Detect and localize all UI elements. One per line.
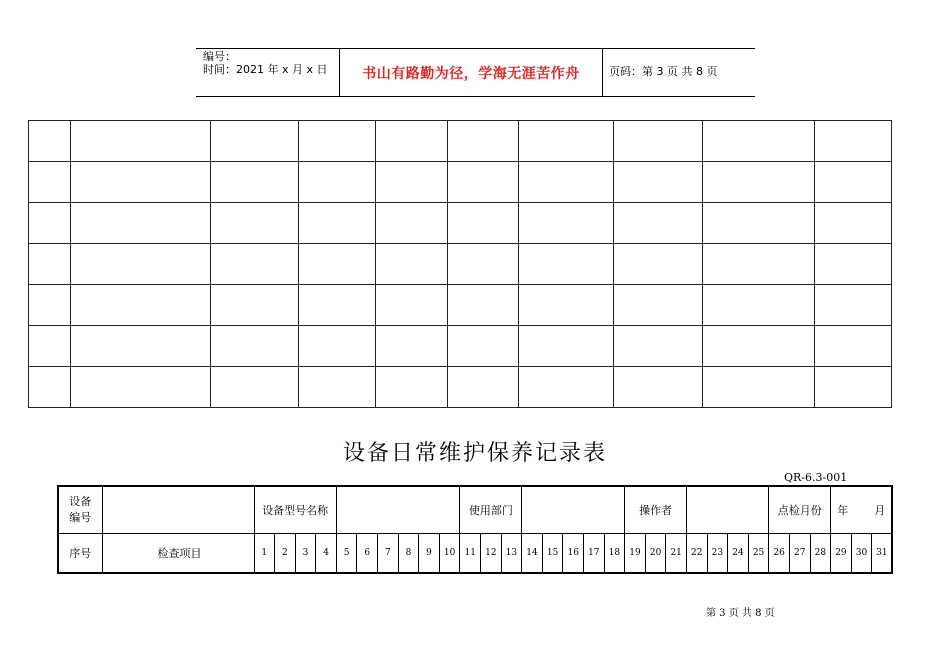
- blank-grid-cell[interactable]: [29, 285, 71, 326]
- day-cell-3: 3: [295, 534, 316, 574]
- day-cell-26: 26: [769, 534, 790, 574]
- blank-grid-cell[interactable]: [71, 121, 211, 162]
- header-time-label: 时间：2021 年 x 月 x 日: [203, 63, 328, 76]
- blank-grid-cell[interactable]: [299, 367, 376, 408]
- blank-grid-cell[interactable]: [614, 285, 703, 326]
- blank-grid-cell[interactable]: [448, 203, 519, 244]
- day-cell-6: 6: [357, 534, 378, 574]
- blank-grid-cell[interactable]: [614, 162, 703, 203]
- blank-grid-cell[interactable]: [299, 285, 376, 326]
- day-cell-2: 2: [275, 534, 296, 574]
- day-cell-20: 20: [645, 534, 666, 574]
- blank-grid-cell[interactable]: [448, 121, 519, 162]
- blank-grid-cell[interactable]: [519, 285, 614, 326]
- day-cell-17: 17: [584, 534, 605, 574]
- blank-grid-cell[interactable]: [299, 203, 376, 244]
- day-cell-24: 24: [728, 534, 749, 574]
- blank-grid-cell[interactable]: [71, 203, 211, 244]
- blank-grid-cell[interactable]: [703, 367, 815, 408]
- model-name-value[interactable]: [336, 486, 460, 534]
- day-cell-15: 15: [542, 534, 563, 574]
- check-item-label: 检查项目: [102, 534, 254, 574]
- blank-grid-cell[interactable]: [519, 367, 614, 408]
- operator-value[interactable]: [686, 486, 768, 534]
- day-cell-7: 7: [378, 534, 399, 574]
- blank-grid-cell[interactable]: [703, 121, 815, 162]
- blank-grid-cell[interactable]: [376, 367, 448, 408]
- day-cell-4: 4: [316, 534, 337, 574]
- day-cell-30: 30: [851, 534, 872, 574]
- model-name-label: 设备型号名称: [254, 486, 336, 534]
- blank-grid-cell[interactable]: [815, 285, 892, 326]
- blank-grid-cell[interactable]: [519, 121, 614, 162]
- blank-grid-cell[interactable]: [376, 285, 448, 326]
- blank-grid-cell[interactable]: [448, 162, 519, 203]
- record-header-row: [58, 486, 892, 534]
- day-cell-12: 12: [481, 534, 502, 574]
- form-number: QR-6.3-001: [784, 471, 848, 484]
- day-cell-9: 9: [419, 534, 440, 574]
- blank-grid-cell[interactable]: [614, 326, 703, 367]
- blank-grid-cell[interactable]: [703, 162, 815, 203]
- blank-grid-cell[interactable]: [376, 203, 448, 244]
- blank-grid-cell[interactable]: [29, 203, 71, 244]
- blank-grid-cell[interactable]: [448, 326, 519, 367]
- day-cell-10: 10: [439, 534, 460, 574]
- day-cell-18: 18: [604, 534, 625, 574]
- blank-grid-cell[interactable]: [299, 121, 376, 162]
- blank-grid-cell[interactable]: [703, 244, 815, 285]
- form-title: 设备日常维护保养记录表: [342, 441, 607, 466]
- blank-grid-cell[interactable]: [448, 244, 519, 285]
- blank-grid-cell[interactable]: [448, 285, 519, 326]
- blank-grid-cell[interactable]: [519, 203, 614, 244]
- day-cell-14: 14: [522, 534, 543, 574]
- blank-grid-cell[interactable]: [448, 367, 519, 408]
- blank-grid-cell[interactable]: [299, 326, 376, 367]
- blank-grid-cell[interactable]: [211, 203, 299, 244]
- blank-grid-cell[interactable]: [211, 162, 299, 203]
- blank-grid-cell[interactable]: [29, 367, 71, 408]
- page-footer: 第 3 页 共 8 页: [706, 608, 775, 619]
- blank-grid-cell[interactable]: [815, 244, 892, 285]
- inspection-month-value[interactable]: [831, 486, 893, 534]
- header-bottom-rule: [196, 96, 755, 97]
- blank-grid-cell[interactable]: [376, 162, 448, 203]
- seq-label: 序号: [58, 534, 102, 574]
- blank-grid-row: [29, 367, 892, 408]
- department-label: 使用部门: [460, 486, 522, 534]
- blank-grid-cell[interactable]: [703, 326, 815, 367]
- blank-grid-cell[interactable]: [815, 121, 892, 162]
- blank-grid-cell[interactable]: [29, 244, 71, 285]
- day-cell-23: 23: [707, 534, 728, 574]
- inspection-month-label: 点检月份: [769, 486, 831, 534]
- header-motto: 书山有路勤为径，学海无涯苦作舟: [362, 66, 580, 82]
- blank-grid-row: [29, 162, 892, 203]
- day-cell-21: 21: [666, 534, 687, 574]
- blank-grid-cell[interactable]: [299, 162, 376, 203]
- day-cell-31: 31: [872, 534, 893, 574]
- day-cell-16: 16: [563, 534, 584, 574]
- blank-grid-row: [29, 326, 892, 367]
- blank-grid-cell[interactable]: [71, 367, 211, 408]
- blank-grid-cell[interactable]: [703, 203, 815, 244]
- day-cell-28: 28: [810, 534, 831, 574]
- header-page-code: 页码：第 3 页 共 8 页: [609, 65, 718, 78]
- blank-grid-cell[interactable]: [815, 367, 892, 408]
- record-day-row: [58, 534, 892, 574]
- blank-grid-cell[interactable]: [376, 121, 448, 162]
- blank-grid-row: [29, 285, 892, 326]
- month-label: 月: [874, 504, 886, 517]
- day-cell-29: 29: [831, 534, 852, 574]
- blank-grid-cell[interactable]: [211, 121, 299, 162]
- blank-grid-row: [29, 203, 892, 244]
- blank-grid-row: [29, 244, 892, 285]
- header-top-rule: [196, 48, 755, 49]
- blank-grid-cell[interactable]: [614, 121, 703, 162]
- blank-grid-cell[interactable]: [29, 162, 71, 203]
- blank-grid-table: [28, 120, 892, 408]
- department-value[interactable]: [522, 486, 625, 534]
- blank-grid-cell[interactable]: [29, 121, 71, 162]
- day-cell-22: 22: [686, 534, 707, 574]
- day-cell-25: 25: [748, 534, 769, 574]
- equipment-no-label: 设备编号: [58, 486, 102, 534]
- blank-grid-cell[interactable]: [519, 326, 614, 367]
- operator-label: 操作者: [625, 486, 687, 534]
- blank-grid-cell[interactable]: [376, 244, 448, 285]
- blank-grid-cell[interactable]: [211, 326, 299, 367]
- day-cell-19: 19: [625, 534, 646, 574]
- blank-grid-cell[interactable]: [703, 285, 815, 326]
- maintenance-record-table: [57, 485, 893, 574]
- day-cell-27: 27: [789, 534, 810, 574]
- year-label: 年: [837, 504, 849, 517]
- blank-grid-cell[interactable]: [211, 367, 299, 408]
- day-cell-5: 5: [336, 534, 357, 574]
- blank-grid-cell[interactable]: [29, 326, 71, 367]
- blank-grid-cell[interactable]: [71, 162, 211, 203]
- equipment-no-value[interactable]: [102, 486, 254, 534]
- blank-grid-cell[interactable]: [614, 244, 703, 285]
- blank-grid-cell[interactable]: [519, 244, 614, 285]
- blank-grid-row: [29, 121, 892, 162]
- header-divider-right: [602, 48, 603, 96]
- blank-grid-cell[interactable]: [519, 162, 614, 203]
- blank-grid-cell[interactable]: [815, 326, 892, 367]
- blank-grid-cell[interactable]: [376, 326, 448, 367]
- blank-grid-cell[interactable]: [211, 244, 299, 285]
- blank-grid-cell[interactable]: [614, 367, 703, 408]
- day-cell-1: 1: [254, 534, 275, 574]
- day-cell-13: 13: [501, 534, 522, 574]
- blank-grid-cell[interactable]: [71, 326, 211, 367]
- blank-grid-cell[interactable]: [71, 244, 211, 285]
- day-cell-8: 8: [398, 534, 419, 574]
- blank-grid-cell[interactable]: [211, 285, 299, 326]
- blank-grid-cell[interactable]: [815, 203, 892, 244]
- blank-grid-cell[interactable]: [815, 162, 892, 203]
- header-number-label: 编号：: [203, 50, 236, 63]
- blank-grid-cell[interactable]: [299, 244, 376, 285]
- day-cell-11: 11: [460, 534, 481, 574]
- blank-grid-cell[interactable]: [71, 285, 211, 326]
- blank-grid-cell[interactable]: [614, 203, 703, 244]
